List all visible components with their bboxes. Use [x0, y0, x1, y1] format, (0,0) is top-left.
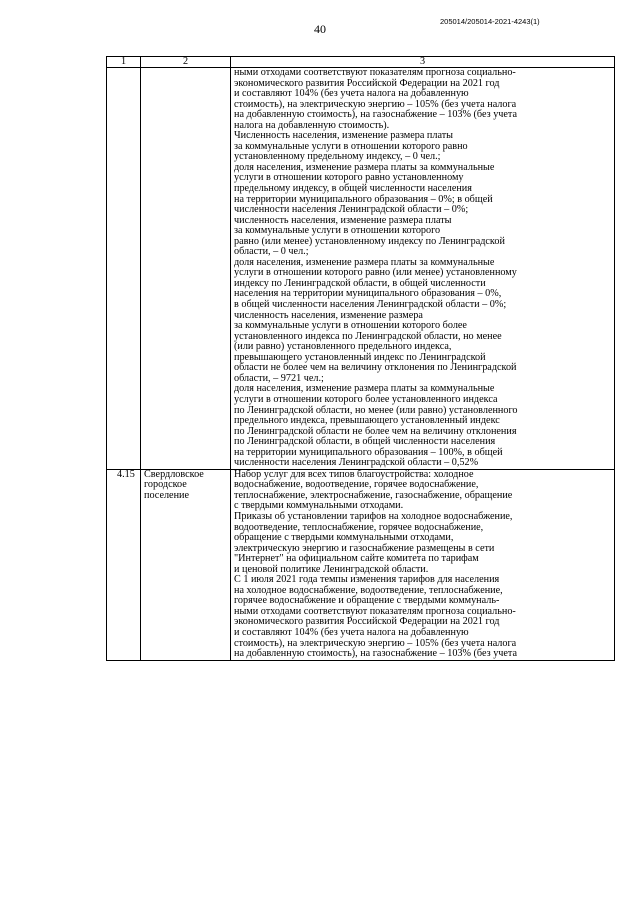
paragraph: Приказы об установлении тарифов на холодное водоснабжение, водоотведение, теплоснабжение, горячее водоснабжение, обращение с твердыми коммунальными отходами, электрическую энергию и газоснабжение размещены в сети "Интернет" на официальном сайте комитета по тарифам и ценовой политике Ленинградской области. [234, 510, 513, 575]
table-row [107, 469, 615, 660]
column-header-3: 3 [231, 57, 615, 68]
settlement-name [141, 68, 231, 470]
paragraph: доля населения, изменение размера платы за коммунальные услуги в отношении которого равно (или менее) установленному индексу по Ленинградской области, в общей численности населения на территории муниципального образования – 0%, в общей численности населения Ленинградской области – 0%; [234, 256, 517, 311]
column-header-1: 1 [107, 57, 141, 68]
paragraph: доля населения, изменение размера платы за коммунальные услуги в отношении которого равно установленному предельному индексу, в общей численности населения на территории муниципального образования – 0%; в общей численности населения Ленинградской области – 0%; [234, 161, 495, 216]
description-cell [231, 469, 615, 660]
paragraph: Численность населения, изменение размера платы за коммунальные услуги в отношении которого равно установленному предельному индексу, – 0 чел.; [234, 130, 468, 163]
document-code: 205014/205014-2021-4243(1) [440, 17, 540, 26]
paragraph: С 1 июля 2021 года темпы изменения тарифов для населения на холодное водоснабжение, водоотведение, теплоснабжение, горячее водоснабжение и обращение с твердыми коммуналь- ными отходами соответствуют показателям прогноза социально- экономического развития Российской Федерации на 2021 год и составляют 104% (без учета налога на добавленную стоимость), на электрическую энергию – 105% (без учета налога на добавленную стоимость), на газоснабжение – 103% (без учета [234, 574, 518, 660]
paragraph: численность населения, изменение размера платы за коммунальные услуги в отношении которого равно (или менее) установленному индексу по Ленинградской области, – 0 чел.; [234, 214, 505, 258]
table-header-row [107, 57, 615, 68]
document-table [106, 56, 615, 661]
paragraph: Набор услуг для всех типов благоустройства: холодное водоснабжение, водоотведение, горячее водоснабжение, теплоснабжение, электроснабжение, газоснабжение, обращение с твердыми коммунальными отходами. [234, 468, 513, 512]
paragraph: доля населения, изменение размера платы за коммунальные услуги в отношении которого более установленного индекса по Ленинградской области, но менее (или равно) установленного предельного индекса, превышающего установленный индекс по Ленинградской области не более чем на величину отклонения по Ленинградской области, в общей численности населения на территории муниципального образования – 100%, в общей численности населения Ленинградской области – 0,52% [234, 383, 518, 469]
row-number: 4.15 [107, 469, 141, 660]
column-header-2: 2 [141, 57, 231, 68]
paragraph: численность населения, изменение размера за коммунальные услуги в отношении которого более установленного индекса по Ленинградской области, но менее (или равно) установленного предельного индекса, превышающего установленный индекс по Ленинградской области не более чем на величину отклонения по Ленинградской области, – 9721 чел.; [234, 309, 517, 384]
page-number: 40 [314, 22, 326, 36]
table-row [107, 68, 615, 470]
paragraph: ными отходами соответствуют показателям прогноза социально- экономического развития Российской Федерации на 2021 год и составляют 104% (без учета налога на добавленную стоимость), на электрическую энергию – 105% (без учета налога на добавленную стоимость), на газоснабжение – 103% (без учета налога на добавленную стоимость). [234, 67, 518, 131]
row-number [107, 68, 141, 470]
description-cell [231, 68, 615, 470]
settlement-name: Свердловское городское поселение [141, 469, 231, 660]
